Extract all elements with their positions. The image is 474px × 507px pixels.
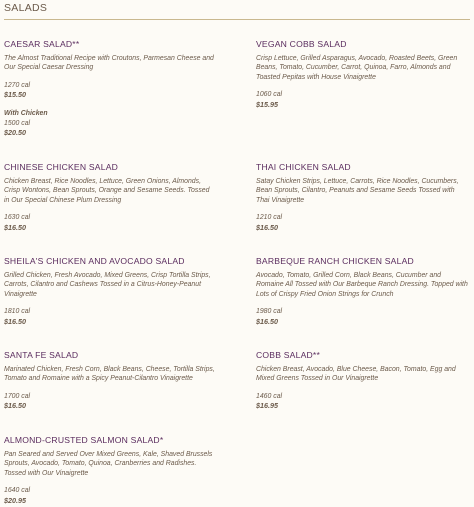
item-price: $20.95 [4, 495, 26, 505]
addon-price: $20.50 [4, 128, 26, 138]
item-price: $16.50 [256, 222, 278, 232]
item-calories: 1640 cal [4, 487, 31, 495]
item-description: Grilled Chicken, Fresh Avocado, Mixed Greens, Crisp Tortilla Strips, Carrots, Cilantro and Cashews Tossed in a Citrus-Honey-Peanut Vinaigrette [4, 272, 211, 298]
item-calories: 1630 cal [4, 214, 31, 222]
item-calories: 1700 cal [4, 392, 31, 400]
item-price: $16.50 [256, 316, 278, 326]
item-description: Satay Chicken Strips, Lettuce, Carrots, Rice Noodles, Cucumbers, Bean Sprouts, Cilantro, Peanuts and Sesame Seeds Tossed with Thai Vinaigrette [256, 178, 459, 204]
menu-item-santa-fe-salad[interactable] [4, 350, 216, 411]
item-calories: 1810 cal [4, 308, 31, 316]
item-description: The Almost Traditional Recipe with Croutons, Parmesan Cheese and Our Special Caesar Dressing [4, 55, 214, 72]
item-calories: 1460 cal [256, 392, 283, 400]
item-price: $16.50 [4, 401, 26, 411]
item-calories: 1060 cal [256, 91, 283, 99]
item-price: $16.50 [4, 222, 26, 232]
menu-item-vegan-cobb-salad[interactable] [256, 39, 468, 110]
menu-item-cobb-salad[interactable] [256, 350, 468, 411]
menu-item-thai-chicken-salad[interactable] [256, 162, 468, 233]
menu-item-sheilas-chicken-avocado-salad[interactable] [4, 256, 216, 327]
item-price: $16.95 [256, 401, 278, 411]
item-description: Chicken Breast, Rice Noodles, Lettuce, Green Onions, Almonds, Crisp Wontons, Bean Sprouts, Orange and Sesame Seeds. Tossed in Our Special Chinese Plum Dressing [4, 178, 210, 204]
item-name: THAI CHICKEN SALAD [256, 162, 351, 172]
item-description: Pan Seared and Served Over Mixed Greens, Kale, Shaved Brussels Sprouts, Avocado, Tomato, Quinoa, Cranberries and Radishes. Tossed with Our Vinaigrette [4, 451, 213, 477]
item-name: ALMOND-CRUSTED SALMON SALAD* [4, 435, 164, 445]
item-calories: 1270 cal [4, 81, 31, 89]
addon-title: With Chicken [4, 110, 48, 118]
menu-item-almond-crusted-salmon-salad[interactable] [4, 435, 216, 506]
item-name: CHINESE CHICKEN SALAD [4, 162, 119, 172]
item-price: $15.50 [4, 90, 26, 100]
section-title: SALADS [4, 2, 48, 14]
item-name: COBB SALAD** [256, 350, 321, 360]
item-name: CAESAR SALAD** [4, 39, 80, 49]
item-description: Crisp Lettuce, Grilled Asparagus, Avocado, Roasted Beets, Green Beans, Tomato, Cucumber, Carrot, Quinoa, Farro, Almonds and Toasted Pepitas with House Vinaigrette [256, 55, 458, 81]
addon-calories: 1500 cal [4, 119, 31, 127]
item-description: Marinated Chicken, Fresh Corn, Black Beans, Cheese, Tortilla Strips, Tomato and Romaine with a Spicy Peanut-Cilantro Vinaigrette [4, 366, 215, 383]
item-name: SANTA FE SALAD [4, 350, 79, 360]
menu-item-caesar-salad[interactable] [4, 39, 216, 138]
item-description: Chicken Breast, Avocado, Blue Cheese, Bacon, Tomato, Egg and Mixed Greens Tossed in Our Vinaigrette [256, 366, 456, 383]
menu-item-chinese-chicken-salad[interactable] [4, 162, 216, 233]
item-price: $16.50 [4, 316, 26, 326]
item-calories: 1980 cal [256, 308, 283, 316]
item-name: VEGAN COBB SALAD [256, 39, 347, 49]
item-description: Avocado, Tomato, Grilled Corn, Black Beans, Cucumber and Romaine All Tossed with Our Barbeque Ranch Dressing. Topped with Lots of Crispy Fried Onion Strings for Crunch [256, 272, 468, 298]
item-name: BARBEQUE RANCH CHICKEN SALAD [256, 256, 414, 266]
menu-item-barbeque-ranch-chicken-salad[interactable] [256, 256, 468, 327]
section-header [4, 2, 470, 20]
item-name: SHEILA'S CHICKEN AND AVOCADO SALAD [4, 256, 185, 266]
item-price: $15.95 [256, 99, 278, 109]
item-calories: 1210 cal [256, 214, 283, 222]
